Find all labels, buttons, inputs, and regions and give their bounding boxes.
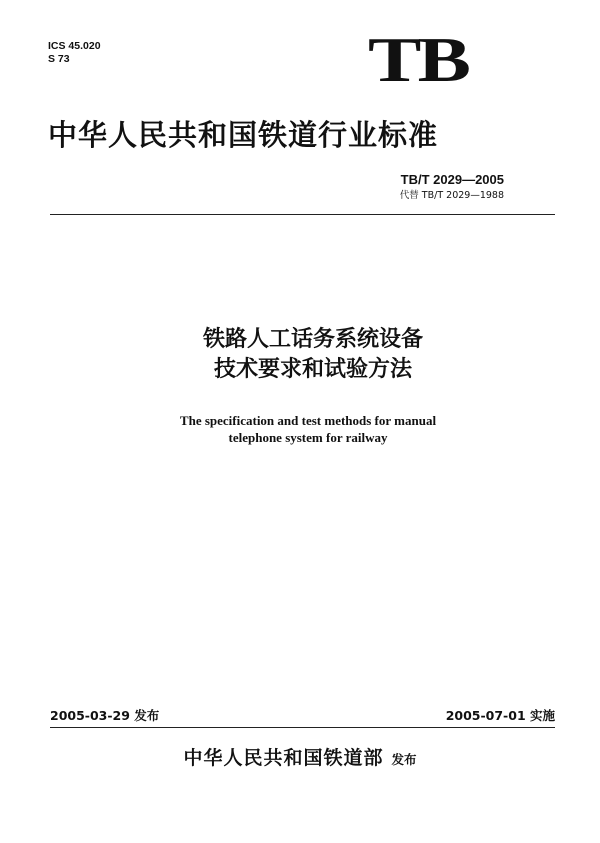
publisher xyxy=(0,743,600,770)
standard-number: TB/T 2029—2005 xyxy=(400,172,504,187)
top-divider xyxy=(50,214,555,215)
document-title-zh xyxy=(0,325,600,385)
publisher-name: 中华人民共和国铁道部 xyxy=(183,747,384,769)
replaces-standard: 代替 TB/T 2029—1988 xyxy=(399,190,504,201)
issue-date: 2005-03-29 发布 xyxy=(50,708,160,723)
title-zh-line-2: 技术要求和试验方法 xyxy=(213,357,412,382)
ccs-code: S 73 xyxy=(48,53,70,65)
bottom-divider xyxy=(50,727,555,728)
implementation-date: 2005-07-01 实施 xyxy=(445,708,555,723)
ics-code: ICS 45.020 xyxy=(48,40,101,52)
standard-category-title: 中华人民共和国铁道行业标准 xyxy=(48,118,439,152)
publisher-action: 发布 xyxy=(391,752,417,767)
title-en-line-2: telephone system for railway xyxy=(228,430,388,445)
title-zh-line-1: 铁路人工话务系统设备 xyxy=(202,327,423,352)
document-title-en xyxy=(0,412,600,446)
title-en-line-1: The specification and test methods for manual xyxy=(179,413,437,428)
tb-logo: TB xyxy=(368,24,468,95)
classification-codes xyxy=(48,40,101,66)
